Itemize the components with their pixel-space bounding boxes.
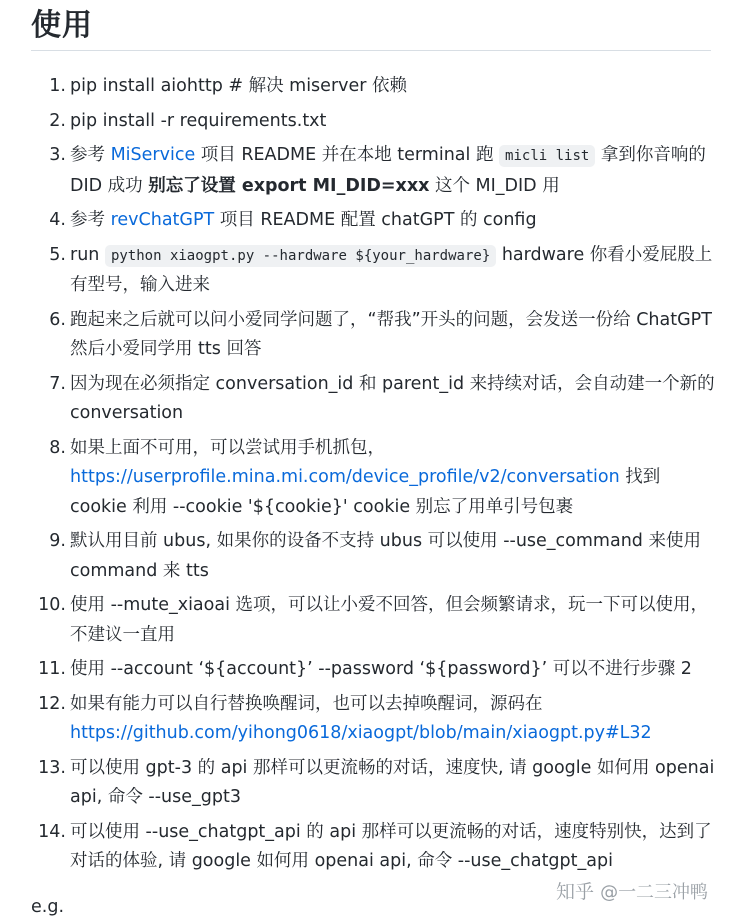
step-number: 12.	[38, 693, 66, 714]
step-text: 如果有能力可以自行替换唤醒词，也可以去掉唤醒词，源码在	[70, 693, 543, 714]
step-text: 这个 MI_DID 用	[429, 175, 560, 196]
conversation-api-link[interactable]: https://userprofile.mina.mi.com/device_profile/v2/conversation	[70, 467, 620, 487]
step-text: 跑起来之后就可以问小爱同学问题了，“帮我”开头的问题，会发送一份给 ChatGPT 然后小爱同学用 tts 回答	[70, 309, 712, 359]
usage-steps-list	[0, 72, 750, 882]
zhihu-watermark	[556, 878, 708, 907]
step-text: 参考	[70, 210, 111, 230]
step-text: 可以使用 gpt-3 的 api 那样可以更流畅的对话，速度快, 请 google 如何用 openai api, 命令 --use_gpt3	[70, 757, 715, 807]
step-text: 因为现在必须指定 conversation_id 和 parent_id 来持续对话，会自动建一个新的 conversation	[70, 373, 715, 423]
inline-code: python xiaogpt.py --hardware ${your_hardware}	[105, 245, 496, 267]
step-number: 7.	[49, 373, 66, 394]
list-item	[0, 655, 750, 685]
source-code-link[interactable]: https://github.com/yihong0618/xiaogpt/blob/main/xiaogpt.py#L32	[70, 723, 652, 743]
step-text: 项目 README 配置 chatGPT 的 config	[214, 210, 537, 230]
list-item	[0, 306, 750, 365]
step-text: run	[70, 244, 105, 265]
list-item	[0, 107, 750, 137]
list-item	[0, 141, 750, 201]
heading-divider	[31, 50, 711, 51]
step-number: 9.	[49, 531, 66, 551]
miservice-link[interactable]: MiService	[110, 145, 196, 165]
list-item	[0, 206, 750, 236]
section-heading: 使用	[31, 8, 93, 43]
list-item	[0, 754, 750, 813]
list-item	[0, 434, 750, 523]
step-number: 10.	[38, 595, 66, 615]
step-number: 8.	[49, 437, 66, 458]
step-number: 5.	[49, 244, 66, 265]
list-item	[0, 370, 750, 429]
step-number: 2.	[49, 110, 66, 131]
bold-text: 别忘了设置 export MI_DID=xxx	[148, 175, 430, 196]
step-text: 使用 --mute_xiaoai 选项，可以让小爱不回答，但会频繁请求，玩一下可以使用，不建议一直用	[70, 595, 709, 645]
list-item	[0, 591, 750, 650]
step-number: 3.	[49, 145, 66, 165]
step-text: 如果上面不可用，可以尝试用手机抓包，	[70, 437, 385, 458]
step-text: 拿到你音响的 DID 成功	[70, 145, 706, 196]
step-text: pip install -r requirements.txt	[70, 110, 327, 131]
watermark-author: @一二三冲鸭	[600, 882, 709, 903]
step-text: pip install aiohttp # 解决 miserver 依赖	[70, 76, 408, 96]
step-text: 找到 cookie 利用 --cookie '${cookie}' cookie 别忘了用单引号包裹	[70, 467, 661, 517]
step-text: 项目 README 并在本地 terminal 跑	[195, 145, 500, 165]
step-text: hardware 你看小爱屁股上有型号，输入进来	[70, 244, 713, 295]
inline-code: micli list	[499, 145, 595, 167]
step-number: 14.	[38, 821, 66, 842]
watermark-site: 知乎	[556, 881, 595, 903]
list-item	[0, 527, 750, 586]
list-item	[0, 690, 750, 749]
step-text: 参考	[70, 145, 111, 165]
step-text: 使用 --account ‘${account}’ --password ‘${password}’ 可以不进行步骤 2	[70, 659, 692, 679]
step-number: 11.	[38, 659, 66, 679]
list-item	[0, 72, 750, 102]
step-number: 1.	[49, 76, 66, 96]
list-item	[0, 818, 750, 877]
revchatgpt-link[interactable]: revChatGPT	[110, 210, 215, 230]
step-number: 6.	[49, 309, 66, 330]
step-text: 默认用目前 ubus, 如果你的设备不支持 ubus 可以使用 --use_command 来使用 command 来 tts	[70, 531, 701, 581]
example-label: e.g.	[31, 897, 65, 917]
step-number: 4.	[49, 210, 66, 230]
step-number: 13.	[38, 757, 66, 778]
list-item	[0, 241, 750, 301]
step-text: 可以使用 --use_chatgpt_api 的 api 那样可以更流畅的对话，速度特别快，达到了对话的体验, 请 google 如何用 openai api, 命令 --use_chatgpt_api	[70, 821, 712, 871]
